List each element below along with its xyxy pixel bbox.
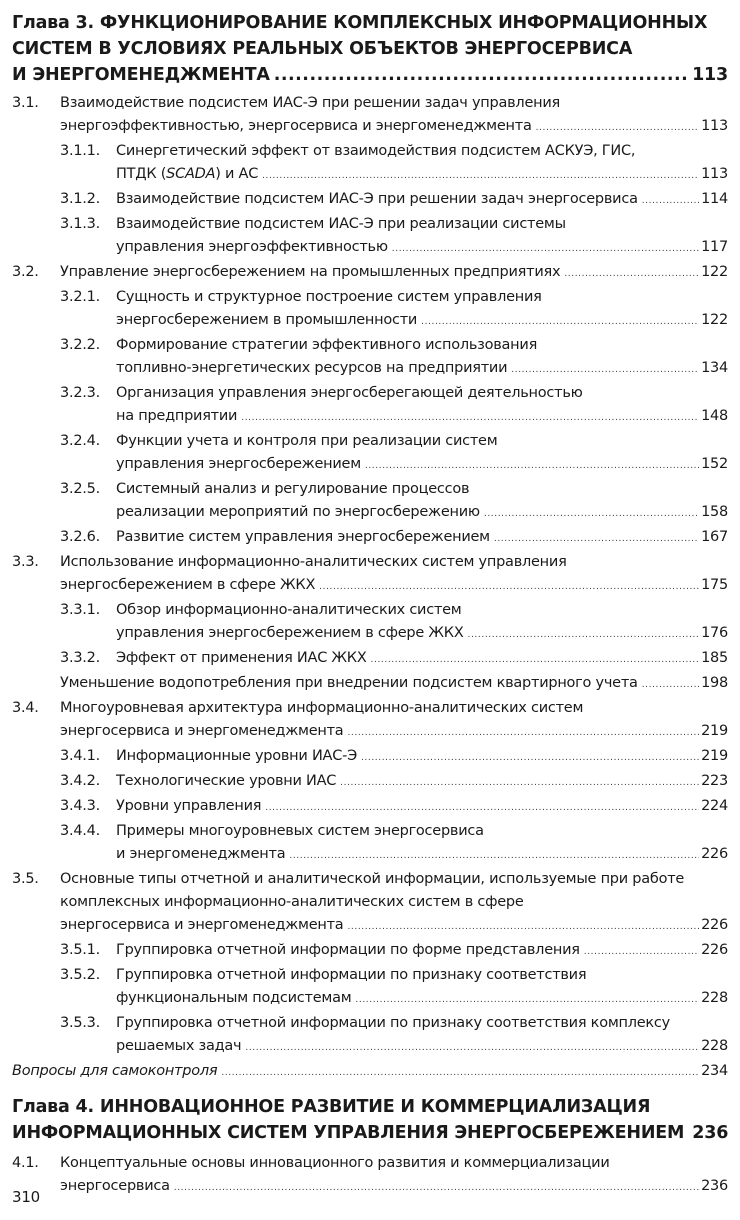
entry-title-lead: Многоуровневая архитектура информационно-аналитических систем [60, 700, 584, 716]
toc-entry-4-1[interactable] [12, 1152, 728, 1200]
entry-title-lead: Функции учета и контроля при реализации систем [116, 433, 498, 449]
entry-title-lead: Группировка отчетной информации по признаку соответствия [116, 967, 587, 983]
leader-dots [392, 238, 699, 261]
entry-number: 3.3.1. [60, 602, 101, 618]
entry-page: 176 [701, 625, 728, 641]
entry-title: реализации мероприятий по энергосбережению [116, 504, 480, 520]
entry-title: Информационные уровни ИАС-Э [116, 748, 357, 764]
entry-title-lead: Основные типы отчетной и аналитической информации, используемые при работе комплексных информационно-аналитических систем в сфере [60, 871, 685, 910]
entry-number: 3.2.1. [60, 289, 101, 305]
entry-title-lead: Концептуальные основы инновационного развития и коммерциализации [60, 1155, 610, 1171]
entry-title: энергоэффективностью, энергосервиса и энергоменеджмента [60, 118, 532, 134]
toc-entry-3-2-2[interactable] [12, 334, 728, 382]
toc-entry-3-2-1[interactable] [12, 286, 728, 334]
leader-dots [361, 747, 699, 770]
entry-title-lead: Использование информационно-аналитических систем управления [60, 554, 567, 570]
toc-entry-3-2-4[interactable] [12, 430, 728, 478]
entry-page: 185 [701, 650, 728, 666]
toc-entry-3-4-4[interactable] [12, 820, 728, 868]
entry-page: 148 [701, 408, 728, 424]
toc-entry-3-3[interactable] [12, 551, 728, 599]
entry-title-lead: Сущность и структурное построение систем управления [116, 289, 542, 305]
leader-dots [642, 190, 699, 213]
leader-dots [642, 674, 699, 697]
entry-title-lead: Синергетический эффект от взаимодействия подсистем АСКУЭ, ГИС, [116, 143, 636, 159]
entry-number: 3.4.3. [60, 798, 101, 814]
entry-title: на предприятии [116, 408, 238, 424]
entry-page: 198 [701, 675, 728, 691]
chapter-3-page: 113 [692, 65, 728, 85]
chapter-3-title-line-1: Глава 3. ФУНКЦИОНИРОВАНИЕ КОМПЛЕКСНЫХ ИНФОРМАЦИОННЫХ [12, 13, 708, 33]
entry-title: управления энергоэффективностью [116, 239, 388, 255]
toc-entry-3-5-1[interactable] [12, 939, 728, 964]
entry-title: Уровни управления [116, 798, 262, 814]
entry-number: 3.2. [12, 264, 39, 280]
entry-title: Взаимодействие подсистем ИАС-Э при решении задач энергосервиса [116, 191, 638, 207]
entry-number: 3.3. [12, 554, 39, 570]
entry-number: 3.4. [12, 700, 39, 716]
entry-number: 3.1.2. [60, 191, 101, 207]
leader-dots [484, 503, 699, 526]
chapter-3-title-line-3 [12, 62, 728, 88]
entry-title-lead: Взаимодействие подсистем ИАС-Э при реализации системы [116, 216, 566, 232]
entry-title: энергосервиса и энергоменеджмента [60, 723, 344, 739]
toc-entry-3-3-1[interactable] [12, 599, 728, 647]
toc-entry-3-1-3[interactable] [12, 213, 728, 261]
leader-dots [365, 455, 699, 478]
entry-title-lead: Формирование стратегии эффективного использования [116, 337, 538, 353]
toc-entry-3-2-5[interactable] [12, 478, 728, 526]
toc-entry-3-1-2[interactable] [12, 188, 728, 213]
toc-entry-3-2-6[interactable] [12, 526, 728, 551]
entry-title-italic: SCADA [166, 166, 216, 182]
entry-title: управления энергосбережением в сфере ЖКХ [116, 625, 464, 641]
entry-page: 236 [701, 1178, 728, 1194]
toc-page [12, 0, 728, 1200]
entry-number: 3.1. [12, 95, 39, 111]
entry-number: 3.5.2. [60, 967, 101, 983]
leader-dots [584, 941, 699, 964]
entry-title: управления энергосбережением [116, 456, 361, 472]
entry-page: 117 [701, 239, 728, 255]
leader-dots [319, 576, 699, 599]
entry-title: функциональным подсистемам [116, 990, 352, 1006]
entry-title-lead: Примеры многоуровневых систем энергосервиса [116, 823, 484, 839]
entry-title-lead: Взаимодействие подсистем ИАС-Э при решении задач управления [60, 95, 560, 111]
entry-title [116, 163, 258, 186]
entry-number: 4.1. [12, 1155, 39, 1171]
chapter-4-page: 236 [692, 1123, 729, 1143]
entry-page: 234 [701, 1063, 728, 1079]
entry-number: 3.2.2. [60, 337, 101, 353]
entry-title: решаемых задач [116, 1038, 242, 1054]
entry-title: Управление энергосбережением на промышленных предприятиях [60, 264, 561, 280]
leader-dots [347, 916, 699, 939]
toc-entry-self-check-questions[interactable] [12, 1060, 728, 1085]
entry-number: 3.1.1. [60, 143, 101, 159]
entry-page: 228 [701, 990, 728, 1006]
toc-entry-3-2-3[interactable] [12, 382, 728, 430]
leader-dots [347, 722, 699, 745]
leader-dots [468, 624, 700, 647]
toc-entry-3-1[interactable] [12, 92, 728, 140]
chapter-3-title-end: И ЭНЕРГОМЕНЕДЖМЕНТА [12, 65, 270, 85]
toc-entry-3-5-3[interactable] [12, 1012, 728, 1060]
entry-number: 3.1.3. [60, 216, 101, 232]
entry-number: 3.2.3. [60, 385, 101, 401]
toc-entry-3-4-1[interactable] [12, 745, 728, 770]
entry-number: 3.4.1. [60, 748, 101, 764]
entry-number: 3.4.4. [60, 823, 101, 839]
entry-title-lead: Обзор информационно-аналитических систем [116, 602, 462, 618]
entry-page: 226 [701, 917, 728, 933]
entry-page: 228 [701, 1038, 728, 1054]
toc-entry-3-3-2[interactable] [12, 647, 728, 672]
entry-page: 175 [701, 577, 728, 593]
entry-page: 167 [701, 529, 728, 545]
leader-dots [174, 1177, 699, 1200]
leader-dots [289, 845, 699, 868]
entry-title: энергосервиса [60, 1178, 170, 1194]
entry-number: 3.2.4. [60, 433, 101, 449]
entry-page: 224 [701, 798, 728, 814]
toc-entry-3-1-1[interactable] [12, 140, 728, 188]
entry-number: 3.5.1. [60, 942, 101, 958]
page-number: 310 [12, 1188, 41, 1206]
entry-title: Технологические уровни ИАС [116, 773, 337, 789]
entry-page: 114 [701, 191, 728, 207]
entry-title-part: ПТДК ( [116, 166, 167, 182]
entry-page: 158 [701, 504, 728, 520]
entry-title-lead: Организация управления энергосберегающей деятельностью [116, 385, 583, 401]
entry-page: 152 [701, 456, 728, 472]
chapter-4-title-line-2 [12, 1120, 728, 1146]
entry-number [12, 672, 60, 697]
entry-title: Развитие систем управления энергосбережением [116, 529, 490, 545]
toc-entry-3-4-2[interactable] [12, 770, 728, 795]
entry-number: 3.3.2. [60, 650, 101, 666]
entry-title: Вопросы для самоконтроля [12, 1063, 218, 1079]
entry-title: энергосбережением в сфере ЖКХ [60, 577, 316, 593]
leader-dots [564, 263, 699, 286]
entry-page: 113 [701, 118, 728, 134]
leader-dots [511, 359, 699, 382]
entry-page: 226 [701, 846, 728, 862]
leader-dots [241, 407, 699, 430]
chapter-4-heading[interactable] [12, 1085, 728, 1146]
chapter-4-title-end: ИНФОРМАЦИОННЫХ СИСТЕМ УПРАВЛЕНИЯ ЭНЕРГОСБЕРЕЖЕНИЕМ [12, 1123, 685, 1143]
entry-number: 3.2.6. [60, 529, 101, 545]
entry-page: 122 [701, 312, 728, 328]
entry-page: 223 [701, 773, 728, 789]
entry-title: Эффект от применения ИАС ЖКХ [116, 650, 367, 666]
toc-entry-3-4[interactable] [12, 697, 728, 745]
entry-page: 219 [701, 748, 728, 764]
toc-entry-water-consumption[interactable] [12, 672, 728, 697]
leader-dots [355, 989, 699, 1012]
toc-entry-3-4-3[interactable] [12, 795, 728, 820]
entry-title: Группировка отчетной информации по форме представления [116, 942, 580, 958]
leader-dots [274, 62, 688, 88]
chapter-4-title-line-1: Глава 4. ИННОВАЦИОННОЕ РАЗВИТИЕ И КОММЕРЦИАЛИЗАЦИЯ [12, 1097, 651, 1117]
chapter-3-title-line-2: СИСТЕМ В УСЛОВИЯХ РЕАЛЬНЫХ ОБЪЕКТОВ ЭНЕРГОСЕРВИСА [12, 39, 633, 59]
leader-dots [245, 1037, 699, 1060]
entry-number: 3.5. [12, 871, 39, 887]
leader-dots [265, 797, 699, 820]
entry-page: 134 [701, 360, 728, 376]
entry-title-part: ) и АС [215, 166, 259, 182]
entry-title: Уменьшение водопотребления при внедрении подсистем квартирного учета [60, 675, 638, 691]
entry-number: 3.2.5. [60, 481, 101, 497]
leader-dots [536, 117, 699, 140]
leader-dots [340, 772, 699, 795]
toc-entry-3-2[interactable] [12, 261, 728, 286]
chapter-3-heading[interactable] [12, 0, 728, 88]
entry-page: 122 [701, 264, 728, 280]
leader-dots [221, 1062, 699, 1085]
entry-number: 3.5.3. [60, 1015, 101, 1031]
entry-title: и энергоменеджмента [116, 846, 286, 862]
entry-page: 226 [701, 942, 728, 958]
leader-dots [494, 528, 699, 551]
entry-number: 3.4.2. [60, 773, 101, 789]
toc-entry-3-5[interactable] [12, 868, 728, 939]
entry-title: энергосервиса и энергоменеджмента [60, 917, 344, 933]
leader-dots [262, 165, 699, 188]
entry-page: 113 [701, 166, 728, 182]
entry-page: 219 [701, 723, 728, 739]
entry-title-lead: Группировка отчетной информации по признаку соответствия комплексу [116, 1015, 670, 1031]
toc-entry-3-5-2[interactable] [12, 964, 728, 1012]
entry-title: топливно-энергетических ресурсов на предприятии [116, 360, 508, 376]
leader-dots [371, 649, 700, 672]
leader-dots [421, 311, 699, 334]
entry-title-lead: Системный анализ и регулирование процессов [116, 481, 470, 497]
entry-title: энергосбережением в промышленности [116, 312, 418, 328]
